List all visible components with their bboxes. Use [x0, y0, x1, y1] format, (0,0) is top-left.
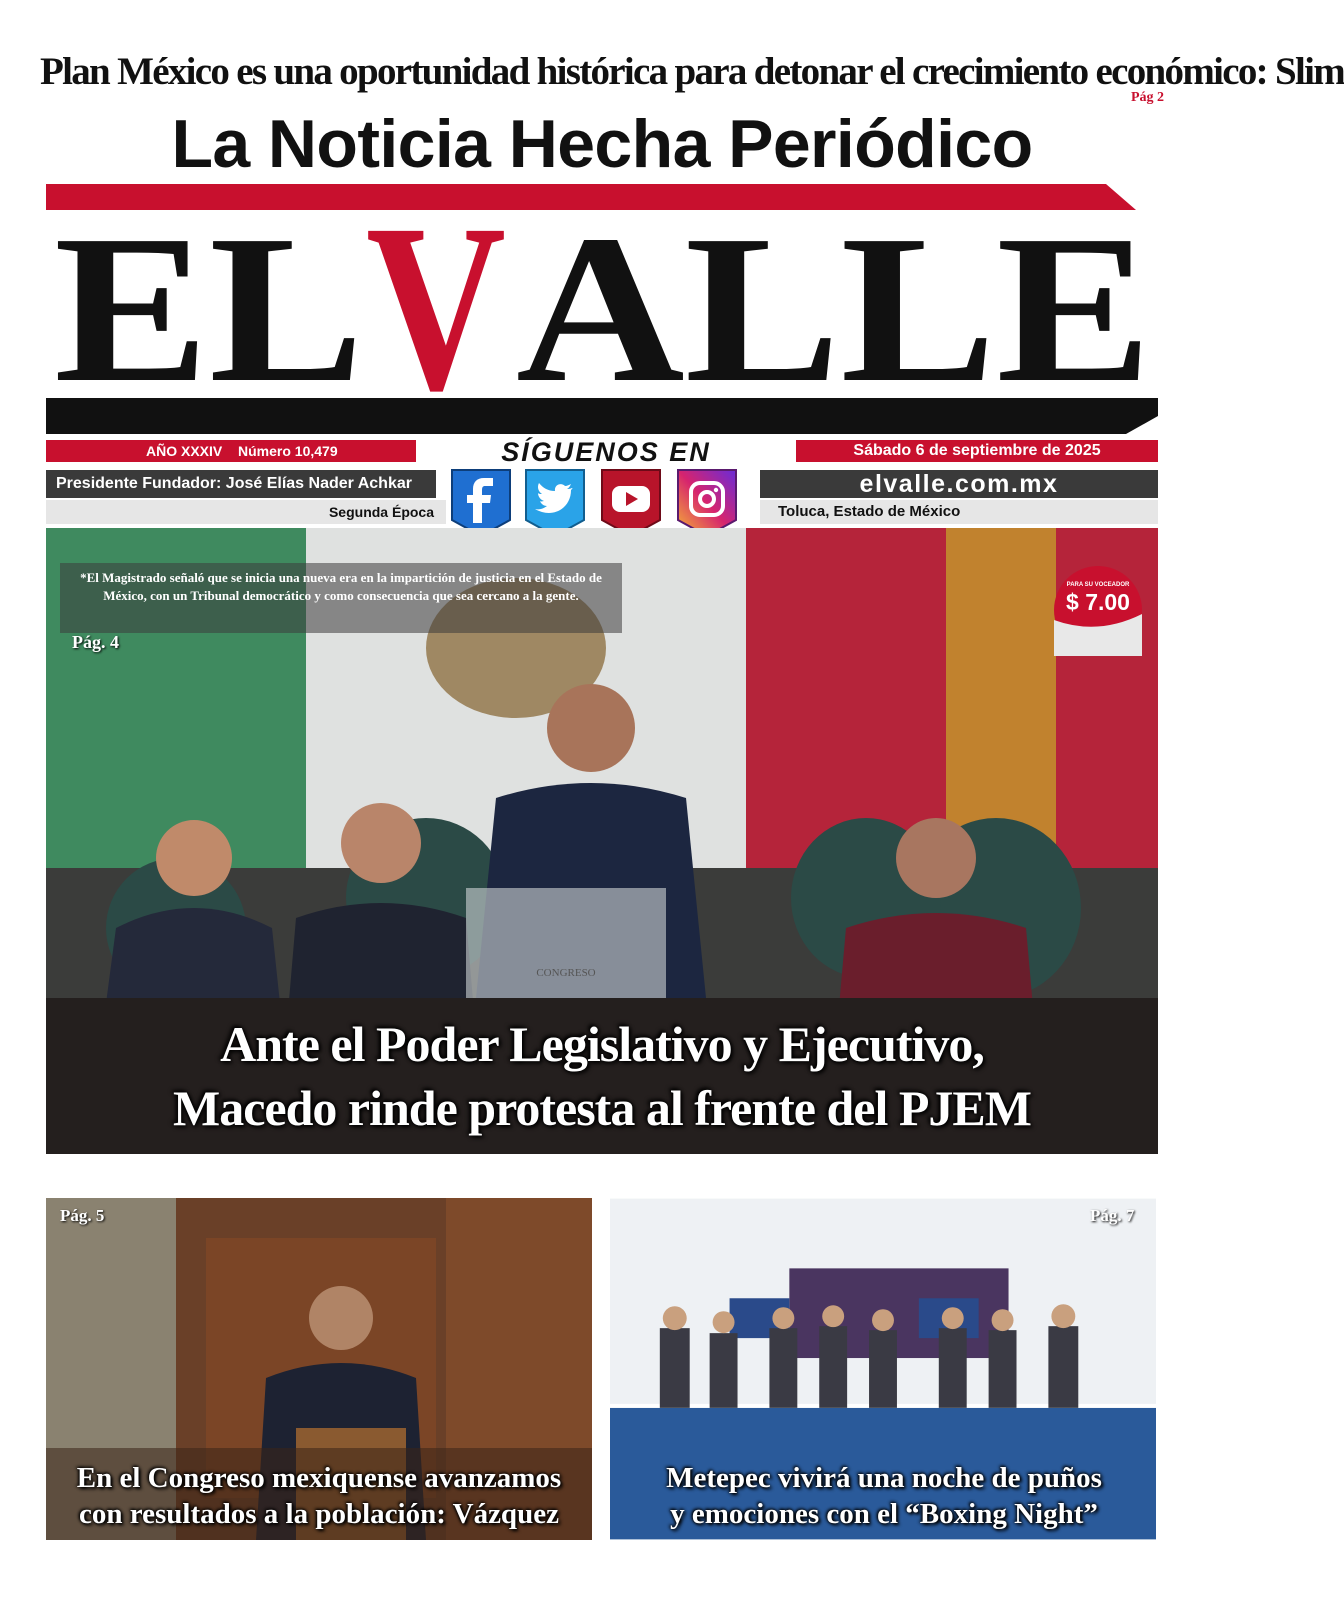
left-story-headline-line2: con resultados a la población: Vázquez — [79, 1498, 559, 1530]
location-label: Toluca, Estado de México — [760, 500, 1158, 524]
masthead-logo[interactable] — [46, 174, 1158, 442]
top-headline[interactable]: Plan México es una oportunidad histórica para detonar el crecimiento económico: Slim — [40, 50, 1344, 93]
founder-line: Presidente Fundador: José Elías Nader Achkar — [46, 470, 436, 498]
main-headline[interactable] — [46, 1012, 1158, 1152]
main-story-summary: *El Magistrado señaló que se inicia una nueva era en la impartición de justicia en el Estado de México, con un Tribunal democrático y como consecuencia que sea cercano a la gente. — [60, 563, 622, 633]
podium-sign: CONGRESO — [536, 967, 596, 979]
main-headline-line1: Ante el Poder Legislativo y Ejecutivo, — [220, 1016, 984, 1072]
price-sticker — [1052, 564, 1144, 656]
price-label: PARA SU VOCEADOR — [1066, 582, 1130, 588]
left-story-page: Pág. 5 — [60, 1206, 105, 1225]
website-link[interactable]: elvalle.com.mx — [760, 470, 1158, 498]
masthead-v: V — [366, 174, 506, 440]
masthead-el: EL — [54, 191, 364, 426]
right-story-headline[interactable] — [610, 1460, 1158, 1532]
follow-us-label: SÍGUENOS EN — [501, 437, 711, 467]
left-story-headline[interactable] — [46, 1460, 592, 1532]
right-story-page: Pág. 7 — [1090, 1206, 1135, 1225]
left-story-headline-line1: En el Congreso mexiquense avanzamos — [76, 1462, 562, 1494]
era-label: Segunda Época — [46, 500, 446, 524]
right-story-headline-line1: Metepec vivirá una noche de puños — [666, 1462, 1102, 1494]
masthead-alle: ALLE — [516, 191, 1152, 426]
issue-number: Número 10,479 — [238, 443, 338, 459]
issue-info-row — [46, 438, 1158, 468]
right-story-headline-line2: y emociones con el “Boxing Night” — [670, 1498, 1098, 1530]
main-headline-line2: Macedo rinde protesta al frente del PJEM — [173, 1080, 1031, 1136]
price-value: $ 7.00 — [1066, 589, 1130, 615]
issue-date: Sábado 6 de septiembre de 2025 — [796, 440, 1158, 462]
issue-year: AÑO XXXIV — [146, 443, 223, 459]
main-story-page: Pág. 4 — [72, 632, 119, 652]
slogan: La Noticia Hecha Periódico — [171, 106, 1033, 182]
top-headline-page: Pág 2 — [1130, 90, 1164, 105]
issue-number-bar — [46, 440, 416, 462]
